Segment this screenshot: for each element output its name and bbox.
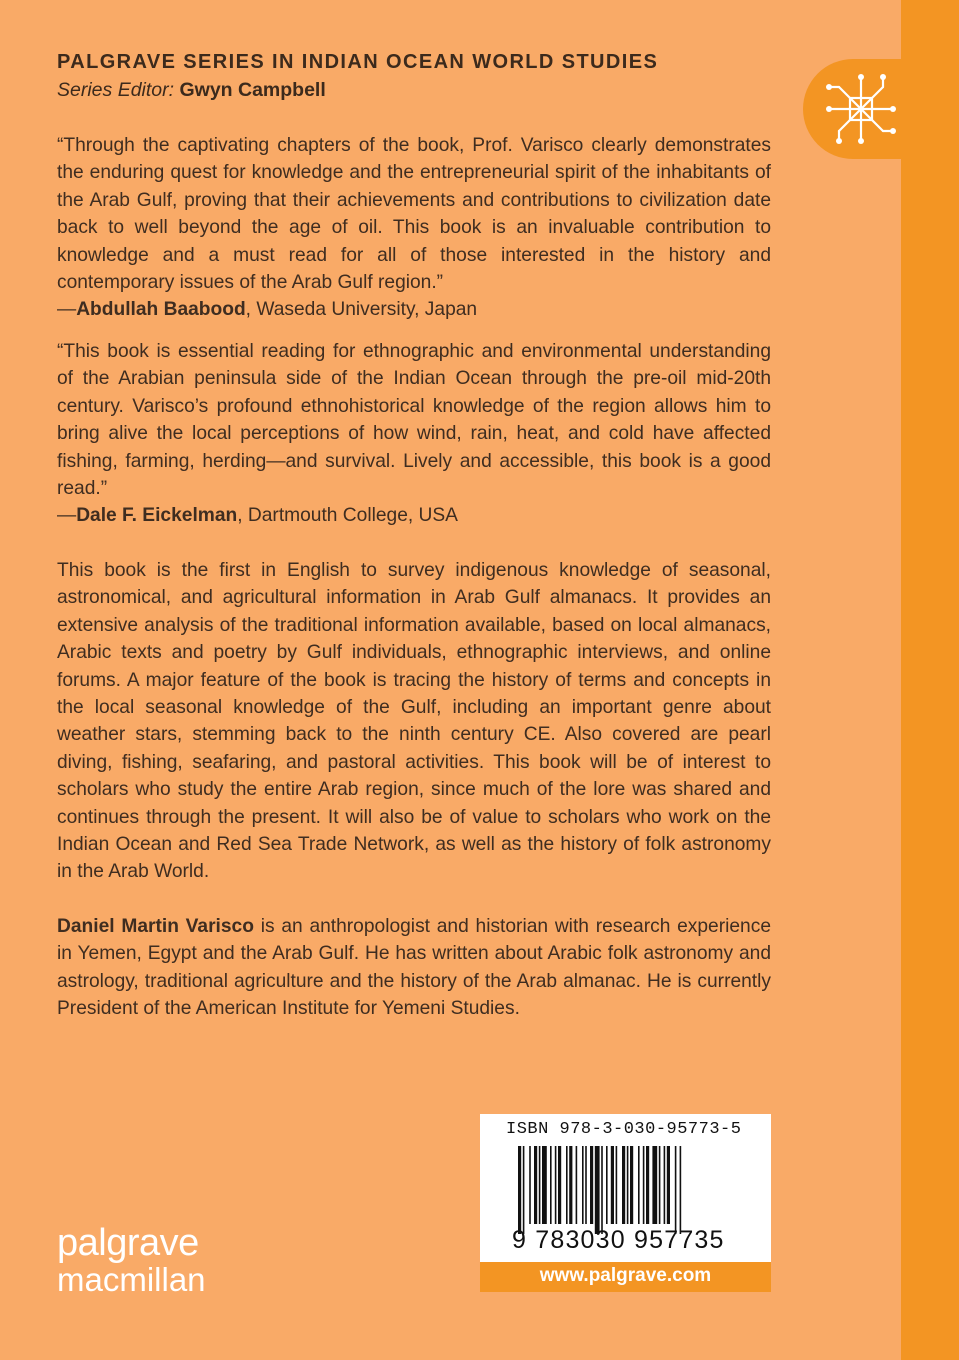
bio-text: is an anthropologist and historian with research experience in Yemen, Egypt and the Arab Gulf. He has written about Arabic folk astronomy and astrology, traditional agriculture and the history of the Arab almanac. He is currently President of the American Institute for Yemeni Studies. (57, 916, 771, 1020)
author-bio (57, 913, 771, 1023)
barcode-bar (606, 1146, 608, 1224)
barcode-bar (646, 1146, 649, 1224)
quote-1-text: “Through the captivating chapters of the book, Prof. Varisco clearly demonstrates the enduring quest for knowledge and the entrepreneurial spirit of the inhabitants of the Arab Gulf, proving that their achievements and contributions to civilization date back to well beyond the age of oil. This book is an invaluable contribution to knowledge and a must read for all of those interested in the history and contemporary issues of the Arab Gulf region.” (57, 135, 771, 294)
series-editor-name: Gwyn Campbell (179, 79, 326, 101)
quote-2-attribution (57, 502, 771, 529)
endorsement-quote-2 (57, 338, 771, 530)
bio-paragraph (57, 913, 771, 1023)
barcode-bar (555, 1146, 557, 1224)
barcode-bar (664, 1146, 666, 1224)
quote-2-author: Dale F. Eickelman (76, 505, 238, 527)
barcode-bar (630, 1146, 633, 1224)
barcode-bar (569, 1146, 572, 1224)
barcode-digits: 9 783030 957735 (512, 1226, 725, 1254)
barcode-bar (558, 1146, 561, 1224)
barcode-bar (590, 1146, 593, 1224)
quote-2-affiliation: , Dartmouth College, USA (237, 505, 458, 527)
book-spine (901, 0, 959, 1360)
description-text: This book is the first in English to survey indigenous knowledge of seasonal, astronomical, and agricultural information in Arab Gulf almanacs. It provides an extensive analysis of the traditional information available, based on local almanacs, Arabic texts and poetry by Gulf individuals, ethnographic interviews, and online forums. A major feature of the book is tracing the history of terms and concepts in the local seasonal knowledge of the Gulf, including an important genre about weather stars, stemming back to the ninth century CE. Also covered are pearl diving, fishing, seafaring, and pastoral activities. This book will be of interest to scholars who study the entire Arab region, since much of the lore was shared and continues through the present. It will also be of value to scholars who work on the Indian Ocean and Red Sea Trade Network, as well as the history of folk astronomy in the Arab World. (57, 560, 771, 883)
quote-2-text: “This book is essential reading for ethnographic and environmental understanding of the Arabian peninsula side of the Indian Ocean through the pre-oil mid-20th century. Varisco’s profound ethnohistorical knowledge of the region allows him to bring alive the local perceptions of how wind, rain, heat, and cold have affected fishing, farming, herding—and survival. Lively and accessible, this book is a good read.” (57, 341, 771, 500)
barcode-bar (534, 1146, 537, 1224)
publisher-logo-line1: palgrave (57, 1222, 199, 1264)
barcode-bar (667, 1146, 670, 1224)
barcode-bar (542, 1146, 547, 1224)
barcode-bar (659, 1146, 661, 1224)
barcode-bar (627, 1146, 629, 1224)
network-star-icon (821, 69, 901, 149)
isbn-barcode (480, 1114, 771, 1262)
barcode-bar (576, 1146, 578, 1224)
barcode-bar (539, 1146, 541, 1224)
barcode-bars (518, 1146, 748, 1234)
publisher-website[interactable]: www.palgrave.com (480, 1262, 771, 1292)
quote-1-attribution (57, 296, 771, 323)
barcode-bar (675, 1146, 677, 1234)
barcode-bar (566, 1146, 568, 1224)
barcode-bar (529, 1146, 531, 1224)
barcode-bar (643, 1146, 645, 1224)
barcode-bar (601, 1146, 603, 1234)
quote-2-dash: — (57, 505, 77, 527)
barcode-bar (585, 1146, 587, 1224)
quote-1-dash: — (57, 299, 77, 321)
bio-author-name: Daniel Martin Varisco (57, 916, 254, 937)
series-editor-label: Series Editor: (57, 79, 175, 101)
barcode-bar (523, 1146, 525, 1234)
barcode-bar (550, 1146, 552, 1224)
series-editor (57, 79, 326, 102)
barcode-bar (622, 1146, 625, 1224)
book-description (57, 557, 771, 886)
barcode-bar (616, 1146, 618, 1224)
quote-1-author: Abdullah Baabood (76, 299, 246, 321)
endorsement-quote-1 (57, 132, 771, 324)
barcode-bar (582, 1146, 584, 1224)
publisher-logo (57, 1224, 206, 1298)
isbn-label: ISBN 978-3-030-95773-5 (506, 1120, 742, 1139)
barcode-bar (611, 1146, 614, 1224)
barcode-bar (518, 1146, 521, 1234)
barcode-bar (652, 1146, 657, 1224)
barcode-bar (595, 1146, 600, 1234)
series-title: PALGRAVE SERIES IN INDIAN OCEAN WORLD STUDIES (57, 51, 659, 73)
quote-1-affiliation: , Waseda University, Japan (245, 299, 478, 321)
barcode-bar (680, 1146, 682, 1234)
series-logo-badge (803, 59, 959, 159)
publisher-logo-line2: macmillan (57, 1261, 206, 1298)
barcode-bar (638, 1146, 640, 1224)
